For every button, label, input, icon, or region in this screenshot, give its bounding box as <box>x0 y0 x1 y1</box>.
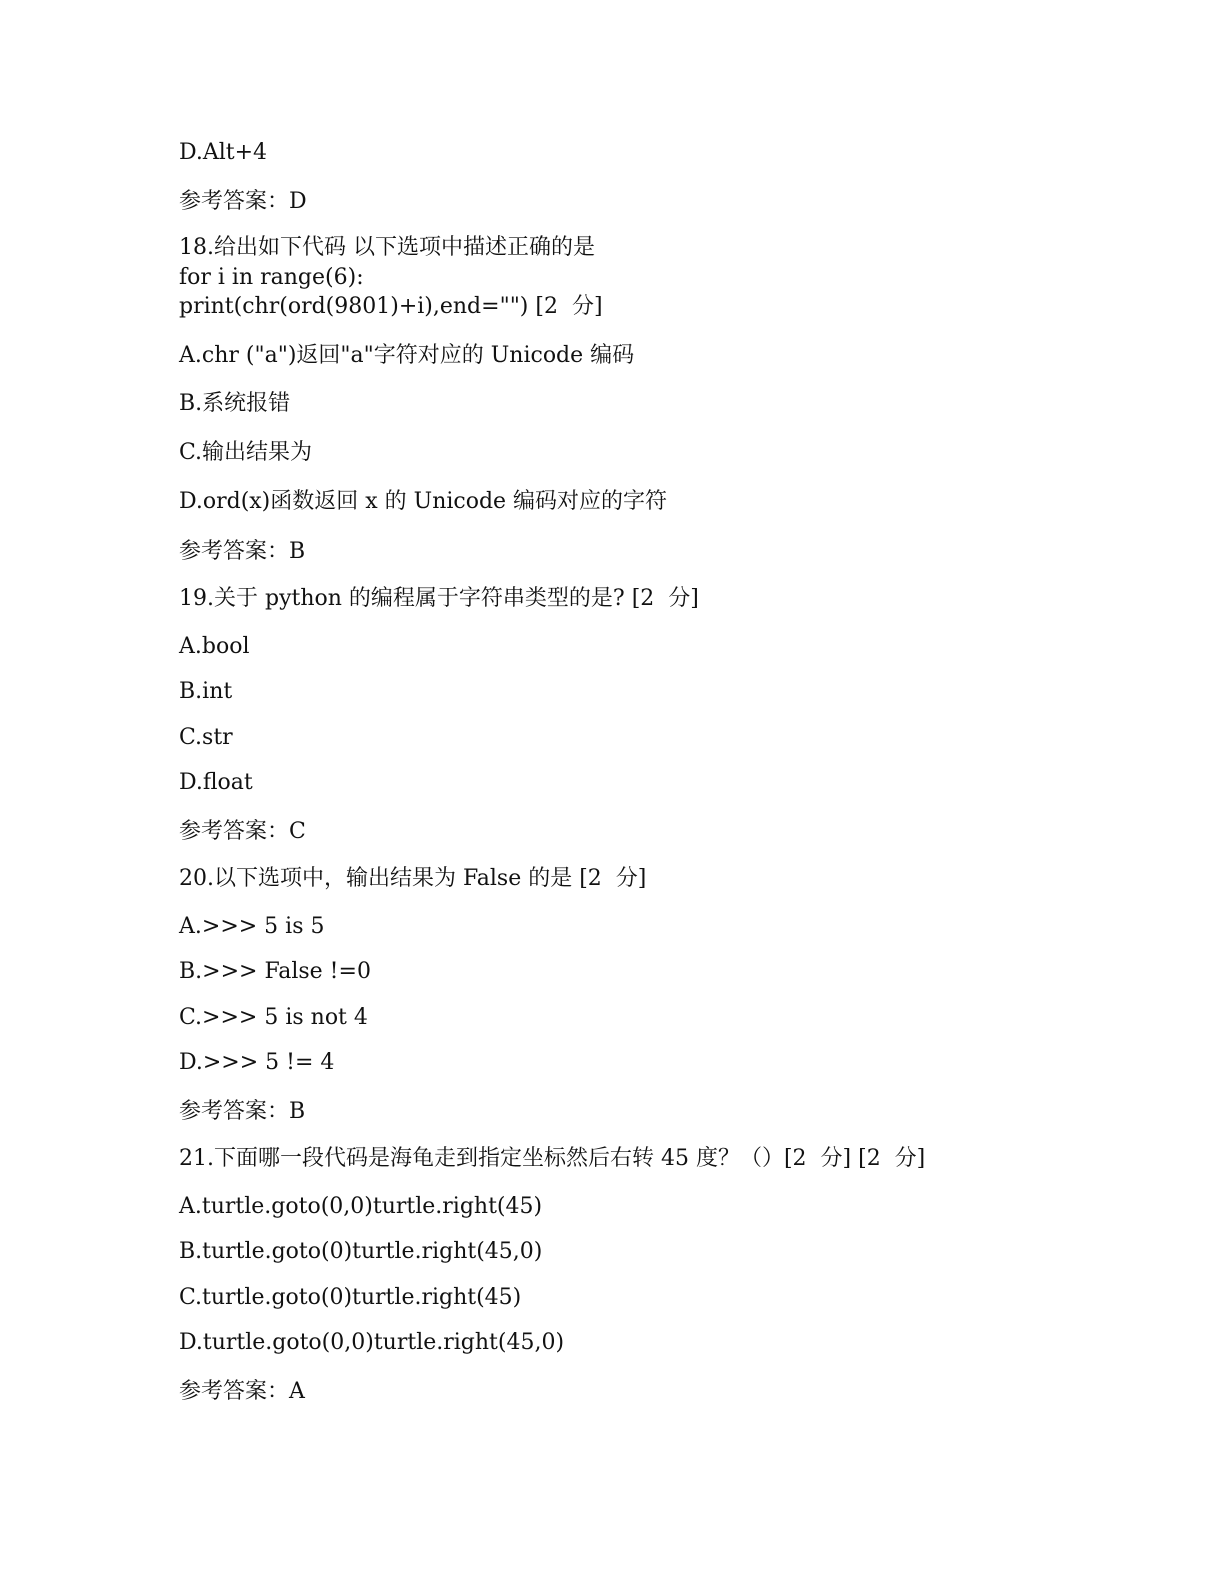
q21-option-d: D.turtle.goto(0,0)turtle.right(45,0) <box>179 1330 565 1355</box>
q19-option-a: A.bool <box>179 634 250 659</box>
q18-stem-line-2: for i in range(6): <box>179 265 364 290</box>
q21-option-a: A.turtle.goto(0,0)turtle.right(45) <box>179 1194 543 1219</box>
q18-stem-line-3: print(chr(ord(9801)+i),end="") [2 分] <box>179 294 603 319</box>
q17-answer: 参考答案：D <box>179 189 307 214</box>
q17-option-d: D.Alt+4 <box>179 140 268 165</box>
q18-option-c: C.输出结果为 <box>179 440 313 465</box>
q20-option-a: A.>>> 5 is 5 <box>179 914 325 939</box>
q21-option-b: B.turtle.goto(0)turtle.right(45,0) <box>179 1239 543 1264</box>
q20-option-d: D.>>> 5 != 4 <box>179 1050 335 1075</box>
q19-stem: 19.关于 python 的编程属于字符串类型的是? [2 分] <box>179 586 699 611</box>
q18-stem-line-1: 18.给出如下代码 以下选项中描述正确的是 <box>179 235 595 260</box>
q21-option-c: C.turtle.goto(0)turtle.right(45) <box>179 1285 522 1310</box>
q21-stem: 21.下面哪一段代码是海龟走到指定坐标然后右转 45 度？（）[2 分] [2 分] <box>179 1146 926 1171</box>
q19-option-c: C.str <box>179 725 233 750</box>
q19-answer: 参考答案：C <box>179 819 306 844</box>
q19-option-d: D.float <box>179 770 253 795</box>
q19-option-b: B.int <box>179 679 233 704</box>
q20-stem: 20.以下选项中，输出结果为 False 的是 [2 分] <box>179 866 647 891</box>
q18-option-b: B.系统报错 <box>179 391 291 416</box>
q20-answer: 参考答案：B <box>179 1099 306 1124</box>
q18-option-d: D.ord(x)函数返回 x 的 Unicode 编码对应的字符 <box>179 489 668 514</box>
q18-option-a: A.chr ("a")返回"a"字符对应的 Unicode 编码 <box>179 343 635 368</box>
q21-answer: 参考答案：A <box>179 1379 305 1404</box>
q18-answer: 参考答案：B <box>179 539 306 564</box>
q20-option-b: B.>>> False !=0 <box>179 959 371 984</box>
q20-option-c: C.>>> 5 is not 4 <box>179 1005 368 1030</box>
